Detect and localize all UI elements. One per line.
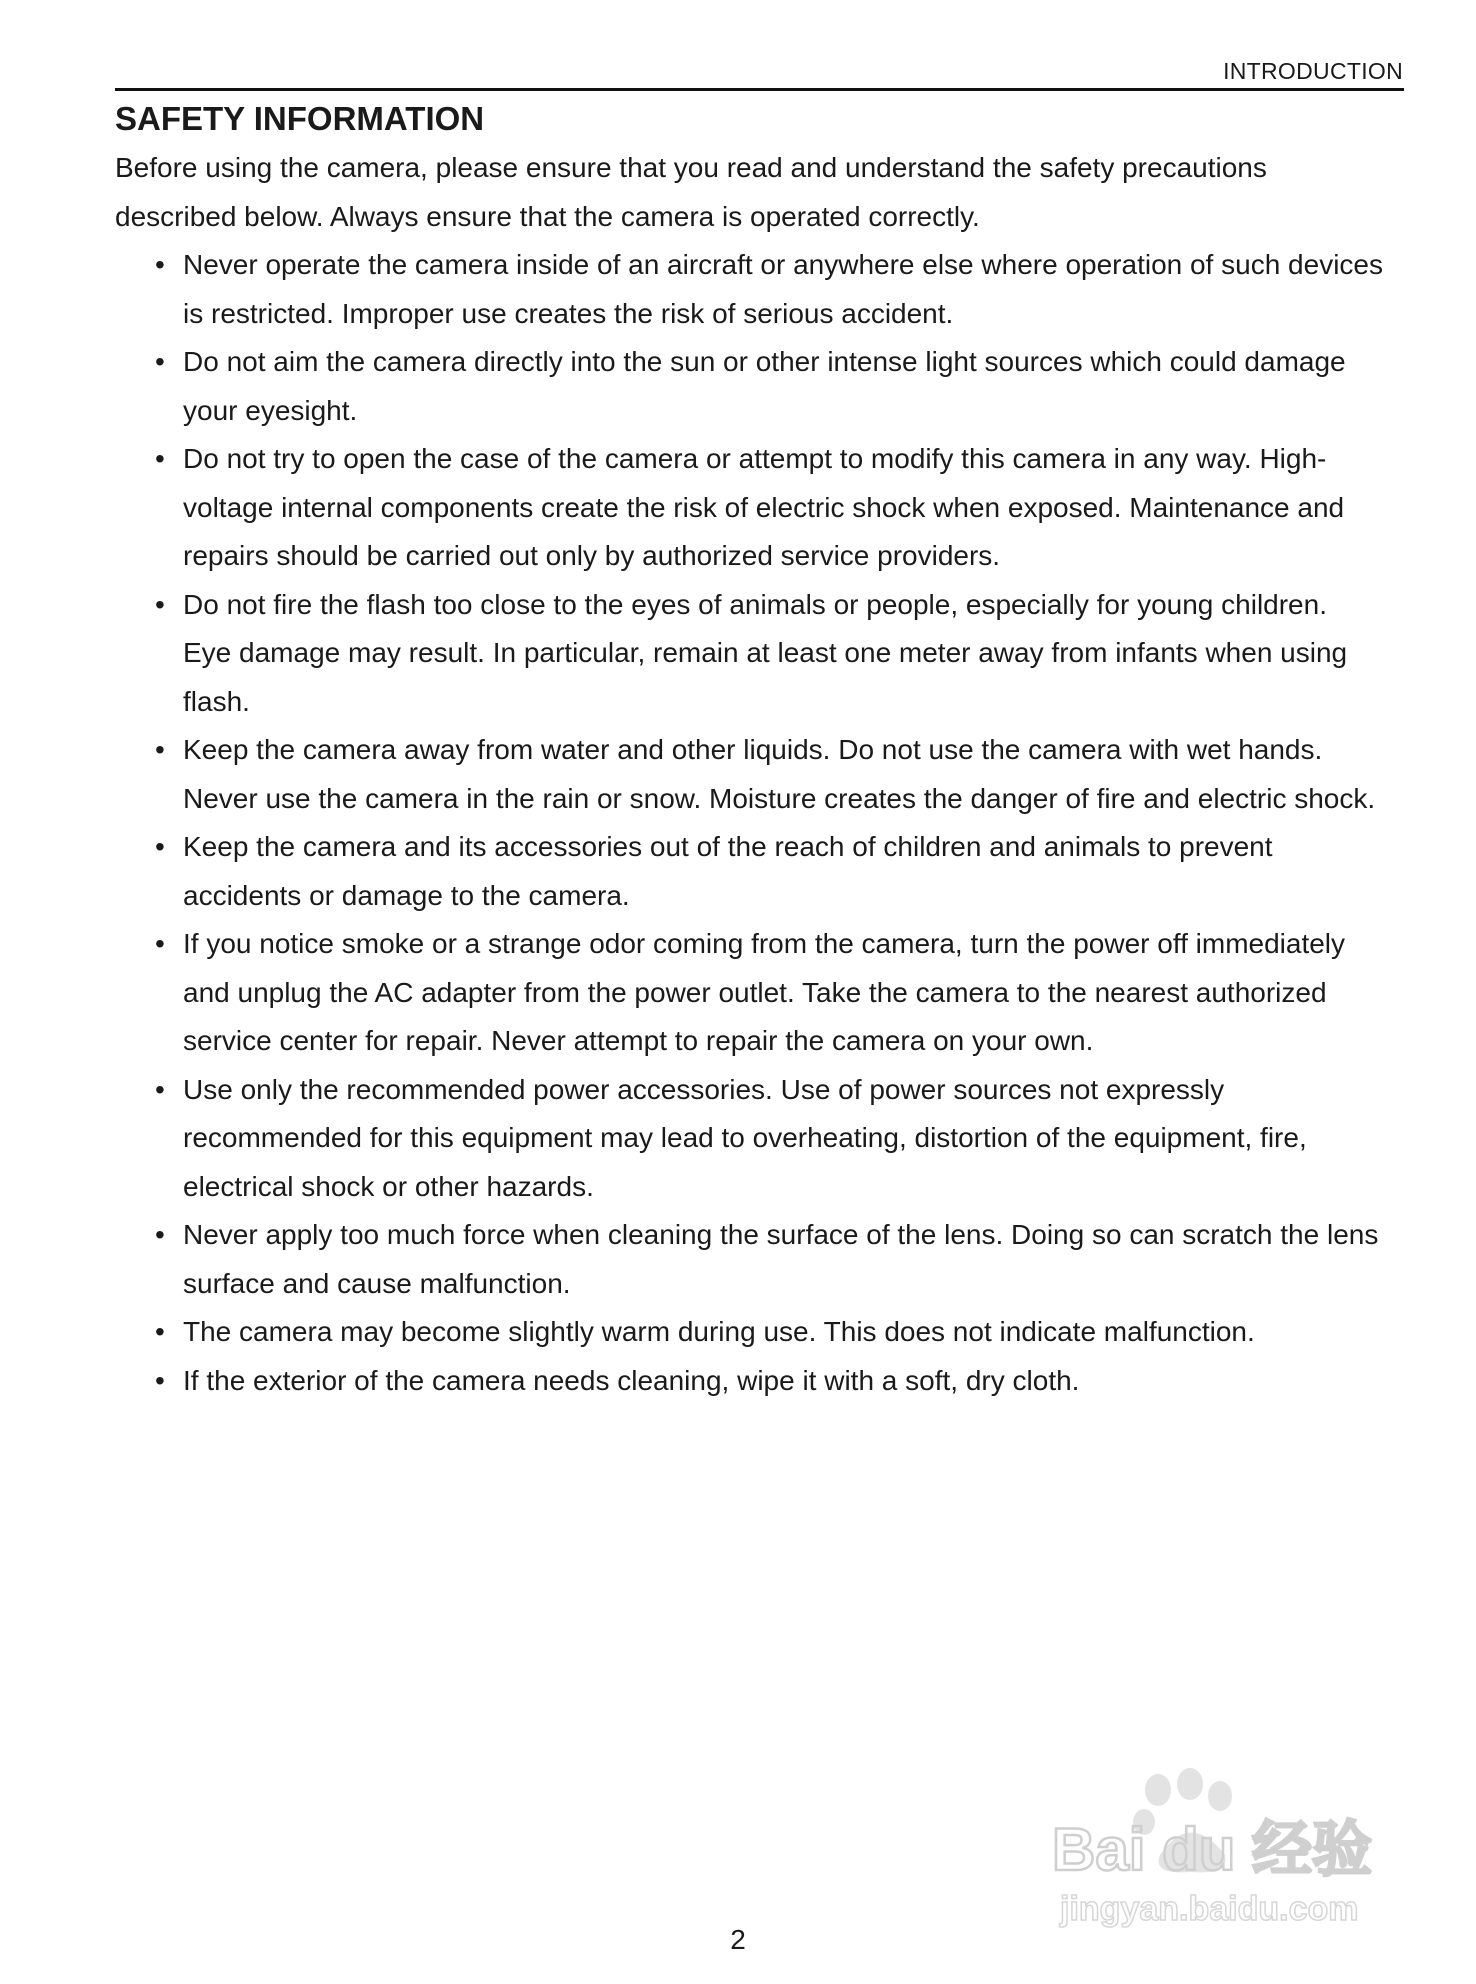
watermark-brand: Bai du 经验 <box>1052 1816 1373 1883</box>
bullet-line: Never use the camera in the rain or snow. Moisture creates the danger of fire and electric shock. <box>183 782 1376 814</box>
bullet-line: The camera may become slightly warm during use. This does not indicate malfunction. <box>183 1316 1255 1347</box>
bullet-line: service center for repair. Never attempt to repair the camera on your own. <box>183 1025 1094 1056</box>
safety-bullet-item <box>115 581 1404 727</box>
bullet-line: accidents or damage to the camera. <box>183 879 630 911</box>
page-title: SAFETY INFORMATION <box>115 100 485 137</box>
bullet-marker: • <box>155 443 165 474</box>
bullet-marker: • <box>155 346 165 377</box>
bullet-marker: • <box>155 588 165 620</box>
safety-bullet-item <box>115 241 1404 338</box>
intro-paragraph <box>115 144 1404 241</box>
bullet-line: If you notice smoke or a strange odor coming from the camera, turn the power off immediately <box>183 928 1346 959</box>
bullet-line: If the exterior of the camera needs cleaning, wipe it with a soft, dry cloth. <box>183 1364 1080 1396</box>
header-section-label: INTRODUCTION <box>1223 58 1403 84</box>
bullet-line: flash. <box>183 685 250 717</box>
safety-bullet-item <box>115 823 1404 920</box>
bullet-line: surface and cause malfunction. <box>183 1267 571 1299</box>
bullet-line: repairs should be carried out only by authorized service providers. <box>183 540 1001 571</box>
baidu-watermark-logo <box>1040 1760 1400 1940</box>
safety-bullet-item <box>115 1066 1404 1212</box>
bullet-line: Do not fire the flash too close to the eyes of animals or people, especially for young children. <box>183 588 1327 620</box>
intro-line: Before using the camera, please ensure that you read and understand the safety precautions <box>115 152 1267 183</box>
bullet-line: and unplug the AC adapter from the power outlet. Take the camera to the nearest authorized <box>183 976 1327 1008</box>
safety-bullet-item <box>115 920 1404 1066</box>
page-number: 2 <box>730 1924 746 1955</box>
bullet-line: Use only the recommended power accessories. Use of power sources not expressly <box>183 1073 1225 1105</box>
bullet-line: recommended for this equipment may lead to overheating, distortion of the equipment, fire, <box>183 1122 1307 1153</box>
safety-bullet-item <box>115 1211 1404 1308</box>
bullet-line: voltage internal components create the risk of electric shock when exposed. Maintenance and <box>183 491 1345 523</box>
safety-bullet-list <box>115 241 1404 1405</box>
bullet-marker: • <box>155 734 165 765</box>
bullet-marker: • <box>155 928 165 959</box>
bullet-line: Eye damage may result. In particular, remain at least one meter away from infants when using <box>183 637 1348 668</box>
bullet-line: Never operate the camera inside of an aircraft or anywhere else where operation of such devices <box>183 249 1383 280</box>
bullet-line: Never apply too much force when cleaning the surface of the lens. Doing so can scratch the lens <box>183 1219 1379 1250</box>
bullet-marker: • <box>155 1073 165 1105</box>
bullet-marker: • <box>155 249 165 280</box>
safety-bullet-item <box>115 435 1404 581</box>
bullet-marker: • <box>155 831 165 862</box>
safety-bullet-item <box>115 726 1404 823</box>
intro-line: described below. Always ensure that the camera is operated correctly. <box>115 200 980 232</box>
bullet-marker: • <box>155 1219 165 1250</box>
bullet-line: Keep the camera away from water and other liquids. Do not use the camera with wet hands. <box>183 734 1323 765</box>
bullet-line: is restricted. Improper use creates the risk of serious accident. <box>183 297 954 329</box>
watermark-url: jingyan.baidu.com <box>1060 1890 1359 1928</box>
bullet-line: your eyesight. <box>183 394 358 426</box>
safety-bullet-item <box>115 338 1404 435</box>
bullet-marker: • <box>155 1316 165 1347</box>
bullet-line: Keep the camera and its accessories out of the reach of children and animals to prevent <box>183 831 1273 862</box>
safety-bullet-item <box>115 1308 1404 1357</box>
bullet-marker: • <box>155 1364 165 1396</box>
bullet-line: Do not try to open the case of the camera or attempt to modify this camera in any way. High- <box>183 443 1327 474</box>
safety-bullet-item <box>115 1357 1404 1406</box>
bullet-line: Do not aim the camera directly into the sun or other intense light sources which could damage <box>183 346 1346 377</box>
bullet-line: electrical shock or other hazards. <box>183 1170 594 1202</box>
header-rule <box>115 88 1404 91</box>
